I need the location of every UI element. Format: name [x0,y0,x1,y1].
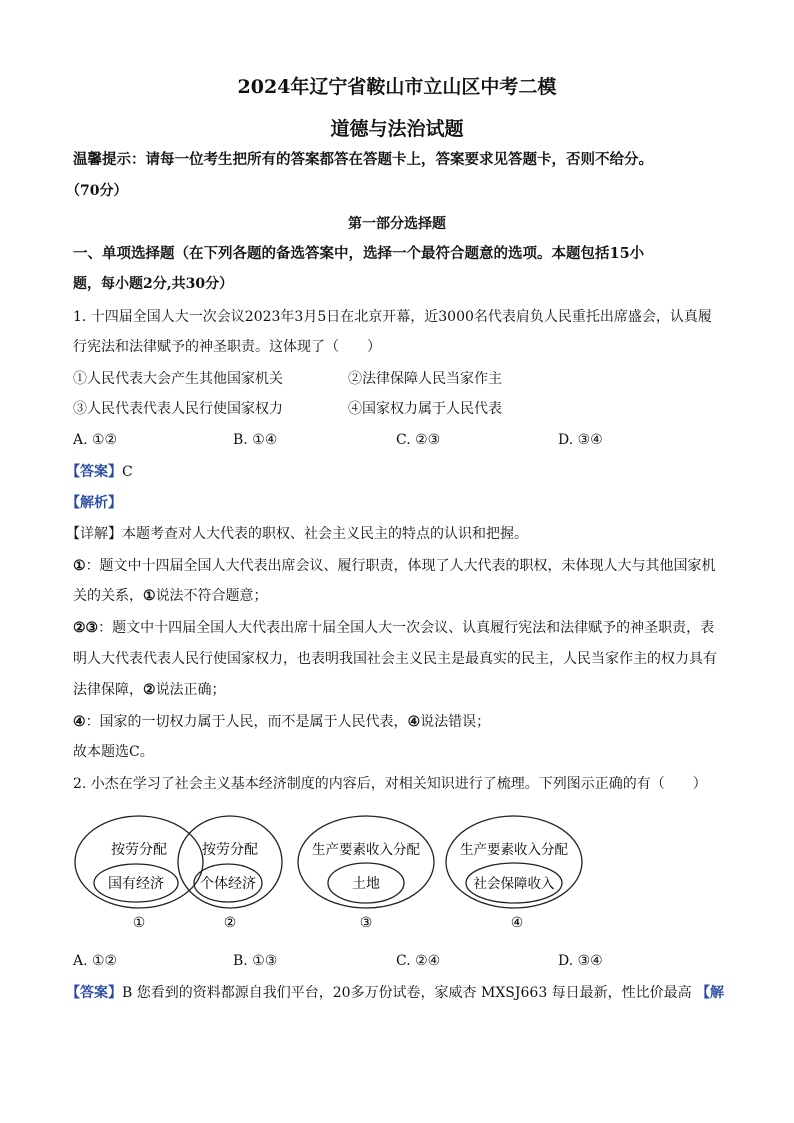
q2-diagram-3-number: ③ [359,915,373,931]
q1-stem-line-2: 行宪法和法律赋予的神圣职责。这体现了（ ） [73,339,381,355]
q1-analysis-tag: 【解析】 [66,495,122,511]
section-instruction-line-2: 题，每小题2分,共30分） [73,276,234,292]
q2-option-b: B. ①③ [233,953,278,969]
q1-exp3-text-b: 说法错误； [420,714,491,730]
part-heading: 第一部分选择题 [348,216,446,232]
q2-diagram-2-outer-label: 按劳分配 [202,842,258,858]
q1-explanation-2-line-2: 明人大代表代表人民行使国家权力，也表明我国社会主义民主是最真实的民主，人民当家作主的权力具有 [73,651,717,667]
q1-exp2-mark-3: ② [143,682,156,698]
q2-stem: 2. 小杰在学习了社会主义基本经济制度的内容后，对相关知识进行了梳理。下列图示正确的有（ ） [73,776,707,792]
q2-diagram-1-inner-label: 国有经济 [108,876,164,892]
q2-option-c: C. ②④ [396,953,441,969]
q2-trailing-tag: 【解 [696,985,724,1001]
q1-option-d: D. ③④ [558,432,603,448]
q1-explanation-1-line-1 [73,556,716,576]
q1-exp1-text: ：题文中十四届全国人大代表出席会议、履行职责，体现了人大代表的职权，未体现人大与其他国家机 [85,558,716,574]
q1-exp2-mark: ②③ [73,620,99,636]
q2-option-d: D. ③④ [558,953,603,969]
q1-exp1-text-2a: 关的关系， [73,588,143,604]
q1-exp1-mark-2: ① [143,588,156,604]
q2-answer-text: B 您看到的资料都源自我们平台，20多万份试卷，家威杏 MXSJ663 每日最新，性比价最高 [122,985,692,1001]
q1-statement-3: ③人民代表代表人民行使国家权力 [73,401,283,417]
q1-exp3-text-a: ：国家的一切权力属于人民，而不是属于人民代表， [85,714,408,730]
q1-explanation-2-line-3 [73,680,226,700]
q2-diagram-4 [446,816,582,931]
section-instruction-line-1: 一、单项选择题（在下列各题的备选答案中，选择一个最符合题意的选项。本题包括15小 [73,245,645,262]
q1-exp2-text-3b: 说法正确； [155,682,226,698]
page-subtitle: 道德与法治试题 [330,118,464,140]
page-title: 2024年辽宁省鞍山市立山区中考二模 [237,76,557,98]
q2-diagram-2-inner-label: 个体经济 [200,876,256,892]
q1-stem-line-1: 1. 十四届全国人大一次会议2023年3月5日在北京开幕，近3000名代表肩负人民重托出席盛会，认真履 [73,309,712,325]
q2-diagram-4-inner-label: 社会保障收入 [473,876,555,892]
q2-diagram-2-number: ② [223,915,237,931]
q1-exp3-mark: ④ [73,714,86,730]
q2-diagram-3-outer-label: 生产要素收入分配 [312,842,420,858]
q2-answer-tag: 【答案】 [66,985,122,1001]
q2-answer-line [66,983,730,1003]
notice-line-1: 温馨提示：请每一位考生把所有的答案都答在答题卡上，答案要求见答题卡，否则不给分。 [73,151,653,168]
q1-exp1-text-2b: 说法不符合题意； [155,588,268,604]
q2-diagrams [0,810,794,935]
q2-diagram-1-outer-label: 按劳分配 [111,842,167,858]
q1-detail-text: 本题考查对人大代表的职权、社会主义民主的特点的认识和把握。 [122,526,528,542]
q1-analysis-line [66,493,122,513]
q1-exp3-mark-2: ④ [407,714,421,730]
q2-diagram-3 [298,816,434,931]
q1-option-b: B. ①④ [233,432,278,448]
q2-diagram-4-number: ④ [510,915,524,931]
q1-answer: C [122,464,133,480]
q1-exp2-text: ：题文中十四届全国人大代表出席十届全国人大一次会议、认真履行宪法和法律赋予的神圣职责，表 [98,620,715,636]
q1-detail-tag: 【详解】 [66,526,122,542]
q1-explanation-1-line-2 [73,586,268,606]
q1-detail-line [66,524,528,544]
q1-statement-1: ①人民代表大会产生其他国家机关 [73,371,283,387]
q1-answer-line [66,462,133,482]
q1-statement-4: ④国家权力属于人民代表 [348,401,502,417]
q1-exp1-mark: ① [73,558,86,574]
q1-option-c: C. ②③ [396,432,441,448]
q1-exp2-text-3a: 法律保障， [73,682,143,698]
q2-diagram-1 [75,816,203,931]
q2-diagram-4-outer-label: 生产要素收入分配 [460,842,568,858]
q2-diagram-1-number: ① [132,915,146,931]
q1-statement-2: ②法律保障人民当家作主 [348,371,502,387]
notice-line-2: （70分） [66,183,128,199]
q2-diagram-3-inner-label: 土地 [352,876,380,892]
q2-option-a: A. ①② [73,953,118,969]
q1-conclusion: 故本题选C。 [73,744,154,760]
q1-explanation-2-line-1 [73,618,714,638]
q1-answer-tag: 【答案】 [66,464,122,480]
q2-diagram-2 [178,816,282,931]
q1-option-a: A. ①② [73,432,118,448]
q1-explanation-3 [73,712,490,732]
q2-trailing-tag-line [696,983,724,1003]
